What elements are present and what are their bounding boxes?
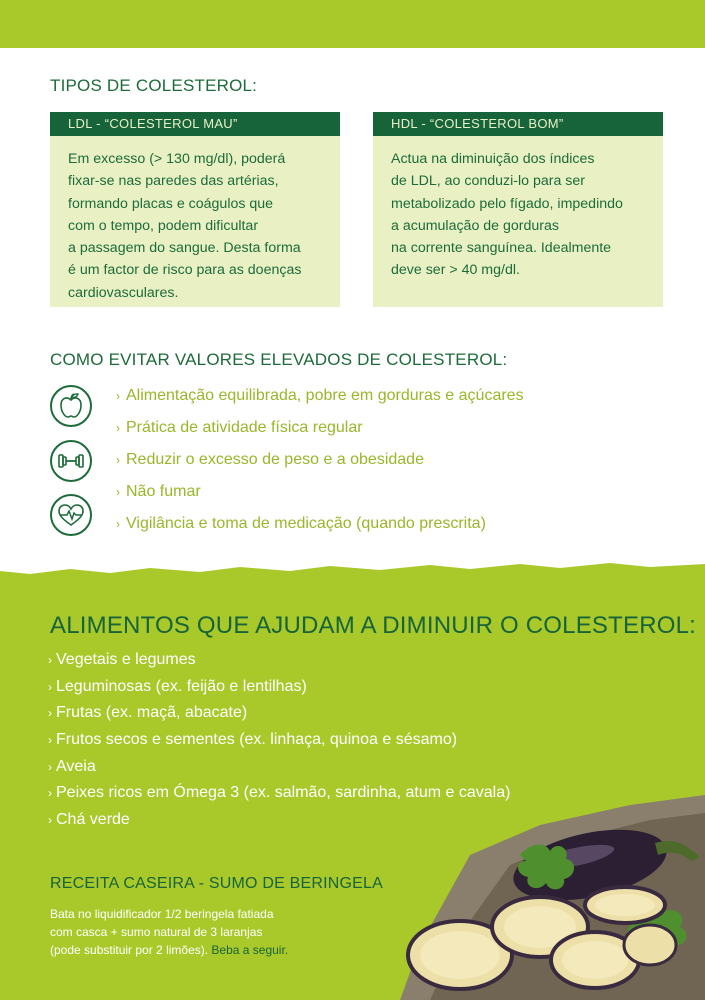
hdl-card-heading: HDL - “COLESTEROL BOM” — [373, 112, 663, 136]
recipe-text — [50, 905, 288, 959]
chevron-right-icon: › — [48, 679, 52, 694]
chevron-right-icon: › — [48, 786, 52, 801]
hdl-line: a acumulação de gorduras — [391, 217, 559, 234]
food-text: Frutas (ex. maçã, abacate) — [56, 704, 248, 722]
food-item — [48, 729, 510, 756]
chevron-right-icon: › — [48, 653, 52, 667]
hdl-line: na corrente sanguínea. Idealmente — [391, 240, 612, 257]
ldl-line: formando placas e coágulos que — [68, 195, 274, 212]
chevron-right-icon: › — [116, 389, 120, 403]
eggplant-photo — [400, 795, 705, 1000]
chevron-right-icon: › — [116, 421, 120, 435]
chevron-right-icon: › — [48, 759, 52, 774]
ldl-line: cardiovasculares. — [68, 284, 179, 301]
chevron-right-icon: › — [116, 517, 120, 531]
food-item — [48, 702, 510, 729]
tip-text: Reduzir o excesso de peso e a obesidade — [126, 451, 424, 468]
recipe-cta: Beba a seguir. — [211, 943, 289, 957]
food-text: Peixes ricos em Ómega 3 (ex. salmão, sardinha, atum e cavala) — [56, 784, 511, 802]
chevron-right-icon: › — [116, 485, 120, 499]
ldl-card — [50, 112, 340, 307]
ldl-card-heading: LDL - “COLESTEROL MAU” — [50, 112, 340, 136]
hdl-card — [373, 112, 663, 307]
hdl-line: deve ser > 40 mg/dl. — [391, 262, 520, 279]
hdl-line: de LDL, ao conduzi-lo para ser — [391, 173, 586, 190]
top-decorative-band — [0, 0, 705, 48]
recipe-line — [50, 941, 288, 959]
tip-item — [116, 479, 524, 511]
foods-title: ALIMENTOS QUE AJUDAM A DIMINUIR O COLESTEROL: — [50, 612, 697, 639]
food-text: Frutos secos e sementes (ex. linhaça, quinoa e sésamo) — [56, 731, 458, 749]
hdl-line: metabolizado pelo fígado, impedindo — [391, 195, 623, 212]
tip-text: Prática de atividade física regular — [126, 419, 363, 436]
recipe-line-text: (pode substituir por 2 limões). — [50, 943, 209, 957]
ldl-card-text — [50, 136, 340, 304]
ldl-line: é um factor de risco para as doenças — [68, 262, 302, 279]
tip-text: Alimentação equilibrada, pobre em gorduras e açúcares — [126, 387, 524, 404]
tip-item — [116, 511, 524, 543]
recipe-title: RECEITA CASEIRA - SUMO DE BERINGELA — [50, 875, 383, 892]
tip-item — [116, 383, 524, 415]
food-text: Vegetais e legumes — [56, 651, 196, 668]
prevention-tips-list — [116, 383, 524, 543]
food-text: Chá verde — [56, 811, 130, 829]
chevron-right-icon: › — [48, 733, 52, 748]
heart-pulse-icon — [50, 494, 92, 536]
prevention-title: COMO EVITAR VALORES ELEVADOS DE COLESTEROL: — [50, 350, 508, 369]
tip-text: Não fumar — [126, 483, 201, 500]
chevron-right-icon: › — [48, 706, 52, 721]
ldl-line: com o tempo, podem dificultar — [68, 217, 259, 234]
food-item — [48, 649, 510, 676]
hdl-card-text — [373, 136, 663, 282]
cholesterol-types-title: TIPOS DE COLESTEROL: — [50, 76, 258, 95]
tip-item — [116, 415, 524, 447]
apple-icon — [50, 385, 92, 427]
ldl-line: Em excesso (> 130 mg/dl), poderá — [68, 151, 286, 167]
torn-edge-top — [0, 30, 705, 60]
chevron-right-icon: › — [116, 453, 120, 467]
recipe-line: Bata no liquidificador 1/2 beringela fatiada — [50, 907, 274, 921]
ldl-line: fixar-se nas paredes das artérias, — [68, 173, 279, 190]
tip-item — [116, 447, 524, 479]
food-text: Leguminosas (ex. feijão e lentilhas) — [56, 677, 307, 695]
chevron-right-icon: › — [48, 813, 52, 828]
food-item — [48, 756, 510, 783]
ldl-line: a passagem do sangue. Desta forma — [68, 240, 301, 257]
food-item — [48, 676, 510, 703]
recipe-line: com casca + sumo natural de 3 laranjas — [50, 925, 263, 939]
hdl-line: Actua na diminuição dos índices — [391, 151, 595, 167]
torn-edge-bottom — [0, 563, 705, 577]
dumbbell-icon — [50, 440, 92, 482]
tip-text: Vigilância e toma de medicação (quando prescrita) — [126, 515, 486, 532]
food-text: Aveia — [56, 757, 96, 775]
